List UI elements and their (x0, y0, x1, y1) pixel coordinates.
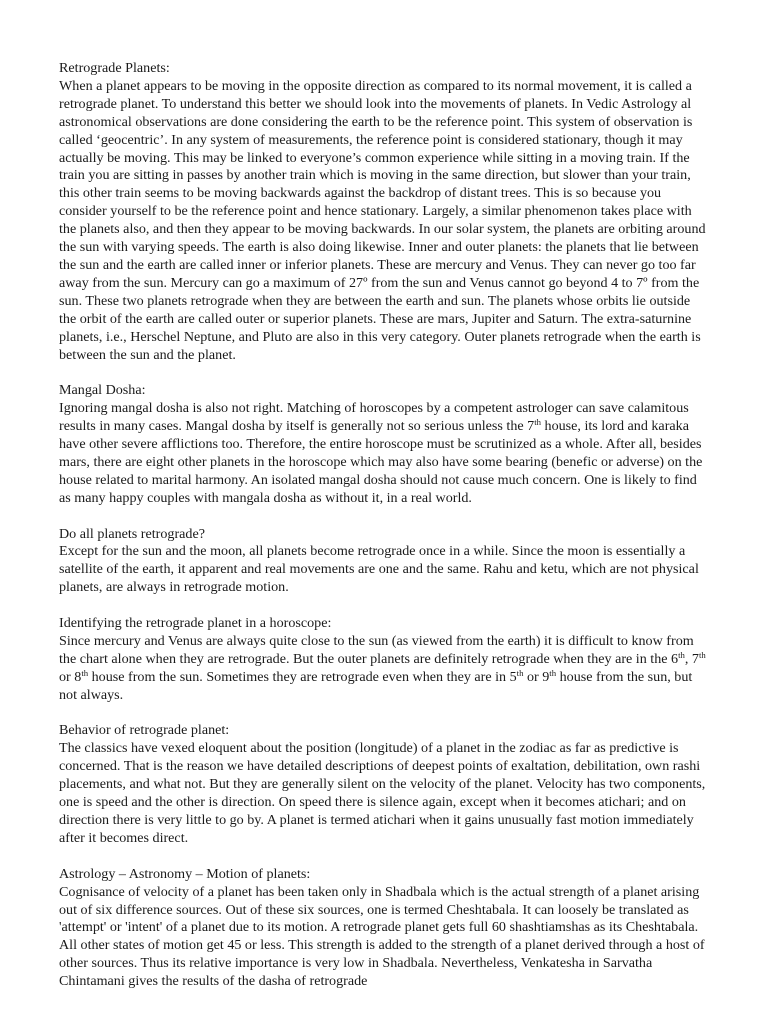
section-body: Except for the sun and the moon, all planets become retrograde once in a while. Since the moon is essentially a satellite of the earth, it apparent and real movements are one and the same. Rahu and ketu, which are not physical planets, are always in retrograde motion. (59, 543, 699, 596)
section-mangal-dosha (59, 382, 710, 507)
section-astrology-astronomy (59, 866, 710, 991)
text-run: or 8 (59, 668, 82, 685)
section-heading: Do all planets retrograde? (59, 525, 205, 542)
section-retrograde-planets (59, 60, 710, 364)
section-body (59, 400, 710, 507)
ordinal-suffix: th (516, 667, 524, 678)
section-body: Cognisance of velocity of a planet has been taken only in Shadbala which is the actual strength of a planet arising out of six difference sources. Out of these six sources, one is termed Cheshtabala. It can loosely be translated as 'attempt' or 'intent' of a planet due to its motion. A retrograde planet gets full 60 shashtiamshas as its Cheshtabala. All other states of motion get 45 or less. This strength is added to the strength of a planet derived through a host of other sources. Thus its relative importance is very low in Shadbala. Nevertheless, Venkatesha in Sarvatha Chintamani gives the results of the dasha of retrograde (59, 883, 705, 990)
ordinal-suffix: th (549, 667, 557, 678)
section-heading: Behavior of retrograde planet: (59, 722, 230, 739)
text-run: Ignoring mangal dosha is also not right. Matching of horoscopes by a competent astrologer can save calamitous results in many cases. Mangal dosha by itself is generally not so serious unless the 7 (59, 400, 689, 435)
document-page (59, 60, 710, 1009)
text-run: house, its lord and karaka have other severe afflictions too. Therefore, the entire horoscope must be scrutinized as a whole. After all, besides mars, there are eight other planets in the horoscope which may also have some bearing (benefic or adverse) on the house related to marital harmony. An isolated mangal dosha should not cause much concern. One is likely to find as many happy couples with mangala dosha as without it, in a real world. (59, 418, 703, 506)
ordinal-suffix: th (698, 650, 706, 661)
ordinal-suffix: th (534, 417, 541, 428)
section-identifying-retrograde (59, 615, 710, 705)
text-run: house from the sun. Sometimes they are retrograde even when they are in 5 (88, 668, 517, 685)
text-run: or 9 (523, 668, 550, 685)
section-behavior-retrograde (59, 722, 710, 847)
text-run: Since mercury and Venus are always quite close to the sun (as viewed from the earth) it is difficult to know from the chart alone when they are retrograde. But the outer planets are definitely retrograde when they are in the 6 (59, 632, 694, 667)
section-do-all-planets-retrograde (59, 526, 710, 598)
section-body: The classics have vexed eloquent about the position (longitude) of a planet in the zodiac as far as predictive is concerned. That is the reason we have detailed descriptions of deepest points of exaltation, debilitation, own rashi placements, and what not. But they are generally silent on the velocity of the planet. Velocity has two components, one is speed and the other is direction. On speed there is silence again, except when it becomes atichari; and on direction there is very little to go by. A planet is termed atichari when it gains unusually fast motion immediately after it becomes direct. (59, 740, 706, 846)
section-heading: Retrograde Planets: (59, 60, 170, 76)
ordinal-suffix: th (678, 650, 685, 661)
text-run: , 7 (684, 650, 699, 667)
section-heading: Identifying the retrograde planet in a horoscope: (59, 615, 332, 632)
text-run: house from the sun, but not always. (59, 668, 693, 703)
section-heading: Mangal Dosha: (59, 382, 146, 399)
ordinal-suffix: th (81, 667, 89, 678)
section-body (59, 633, 710, 705)
section-body: When a planet appears to be moving in the opposite direction as compared to its normal movement, it is called a retrograde planet. To understand this better we should look into the movements of planets. In Vedic Astrology al astronomical observations are done considering the earth to be the reference point. This system of observation is called ‘geocentric’. In any system of measurements, the reference point is considered stationary, though it may actually be moving. This may be linked to everyone’s common experience while sitting in a moving train. If the train you are sitting in passes by another train which is moving in the same direction, but slower than your train, this other train seems to be moving backwards against the backdrop of distant trees. This is so because you consider yourself to be the reference point and hence stationary. Largely, a similar phenomenon takes place with the planets also, and then they appear to be moving backwards. In our solar system, the planets are orbiting around the sun with varying speeds. The earth is also doing likewise. Inner and outer planets: the planets that lie between the sun and the earth are called inner or inferior planets. These are mercury and Venus. They can never go too far away from the sun. Mercury can go a maximum of 27º from the sun and Venus cannot go beyond 4 to 7º from the sun. These two planets retrograde when they are between the earth and sun. The planets whose orbits lie outside the orbit of the earth are called outer or superior planets. These are mars, Jupiter and Saturn. The extra-saturnine planets, i.e., Herschel Neptune, and Pluto are also in this very category. Outer planets retrograde when the earth is between the sun and the planet. (59, 77, 706, 363)
section-heading: Astrology – Astronomy – Motion of planets: (59, 865, 311, 882)
